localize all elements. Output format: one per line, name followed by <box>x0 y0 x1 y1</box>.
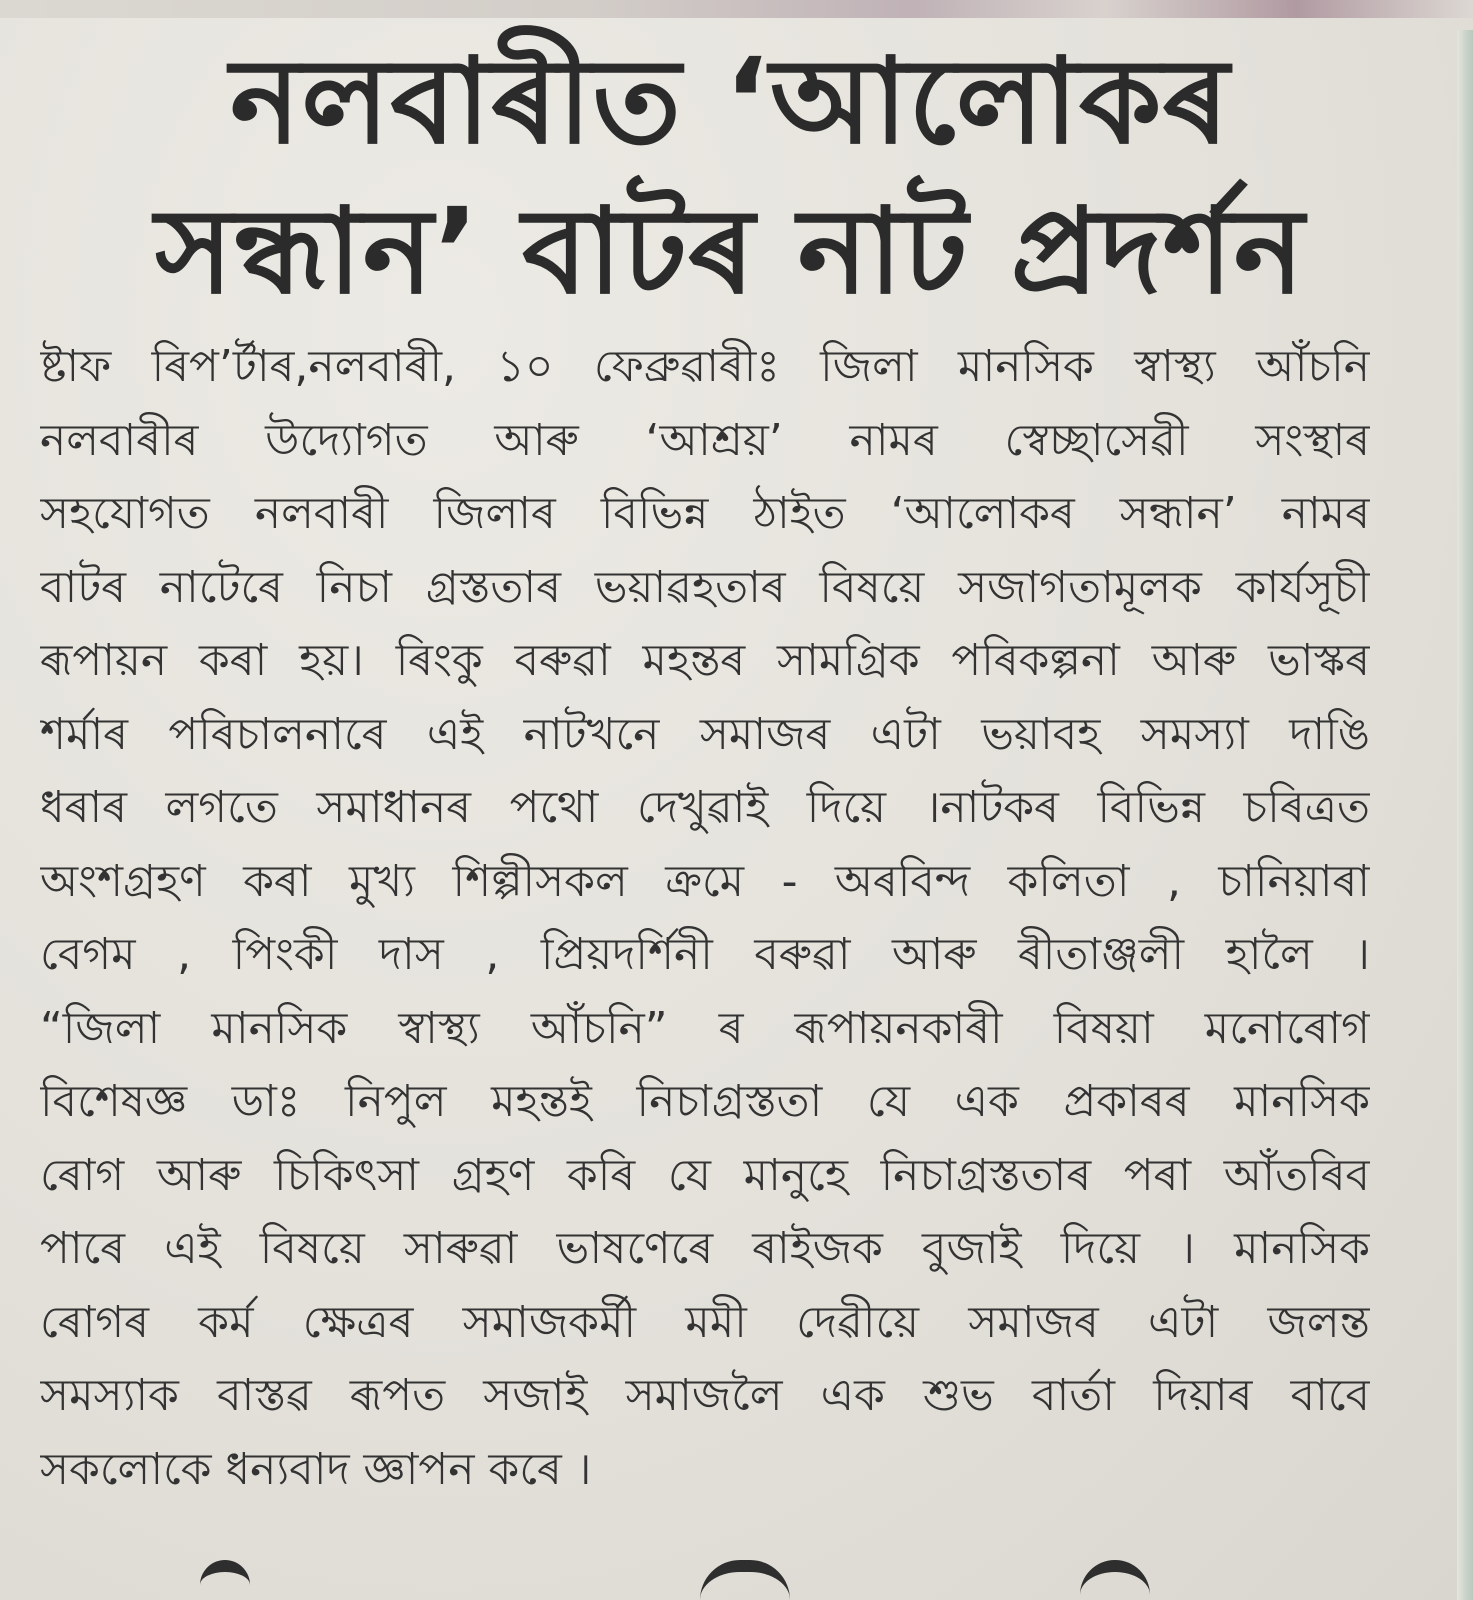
body-line: শৰ্মাৰ পৰিচালনাৰে এই নাটখনে সমাজৰ এটা ভয়াবহ সমস্যা দাঙি <box>40 708 1370 760</box>
body-line: সমস্যাক বাস্তৱ ৰূপত সজাই সমাজলৈ এক শুভ বাৰ্তা দিয়াৰ বাবে <box>40 1370 1370 1421</box>
fragment-stroke <box>1080 1560 1150 1600</box>
body-line: ধৰাৰ লগতে সমাধানৰ পথো দেখুৱাই দিয়ে ।নাটকৰ বিভিন্ন চৰিত্ৰত <box>40 782 1370 833</box>
fragment-stroke <box>700 1560 790 1600</box>
body-line: ৰোগৰ কৰ্ম ক্ষেত্ৰৰ সমাজকৰ্মী মমী দেৱীয়ে সমাজৰ এটা জলন্ত <box>40 1296 1370 1348</box>
body-line: অংশগ্ৰহণ কৰা মুখ্য শিল্পীসকল ক্ৰমে - অৰবিন্দ কলিতা , চানিয়াৰা <box>40 855 1370 907</box>
article-body <box>40 330 1370 1506</box>
headline-line-2: সন্ধান’ বাটৰ নাট প্ৰদৰ্শন <box>154 182 1305 320</box>
body-line: নলবাৰীৰ উদ্যোগত আৰু ‘আশ্ৰয়’ নামৰ স্বেচ্ছাসেৱী সংস্থাৰ <box>40 414 1370 466</box>
body-line: সহযোগত নলবাৰী জিলাৰ বিভিন্ন ঠাইত ‘আলোকৰ সন্ধান’ নামৰ <box>40 488 1370 539</box>
body-line: “জিলা মানসিক স্বাস্থ্য আঁচনি” ৰ ৰূপায়নকাৰী বিষয়া মনোৰোগ <box>40 1002 1370 1054</box>
body-line: ৰূপায়ন কৰা হয়। ৰিংকু বৰুৱা মহন্তৰ সামগ্ৰিক পৰিকল্পনা আৰু ভাস্কৰ <box>40 635 1370 686</box>
body-line: ষ্টাফ ৰিপ’ৰ্টাৰ,নলবাৰী, ১০ ফেব্ৰুৱাৰীঃ জিলা মানসিক স্বাস্থ্য আঁচনি <box>40 341 1370 392</box>
body-line-last: সকলোকে ধন্যবাদ জ্ঞাপন কৰে । <box>40 1443 592 1495</box>
next-headline-fragment <box>180 1540 1280 1600</box>
body-line: বিশেষজ্ঞ ডাঃ নিপুল মহন্তই নিচাগ্ৰস্ততা যে এক প্ৰকাৰৰ মানসিক <box>40 1076 1370 1127</box>
body-line: বাটৰ নাটেৰে নিচা গ্ৰস্ততাৰ ভয়াৱহতাৰ বিষয়ে সজাগতামূলক কাৰ্যসূচী <box>40 561 1370 613</box>
body-line: বেগম , পিংকী দাস , প্ৰিয়দৰ্শিনী বৰুৱা আৰু ৰীতাঞ্জলী হালৈ । <box>40 929 1370 980</box>
body-line: পাৰে এই বিষয়ে সাৰুৱা ভাষণেৰে ৰাইজক বুজাই দিয়ে । মানসিক <box>40 1223 1370 1274</box>
fragment-stroke <box>200 1560 250 1600</box>
adjacent-photo-edge <box>0 0 1473 18</box>
page-edge <box>1457 30 1473 1600</box>
body-line: ৰোগ আৰু চিকিৎসা গ্ৰহণ কৰি যে মানুহে নিচাগ্ৰস্ততাৰ পৰা আঁতৰিব <box>40 1149 1370 1201</box>
article-headline <box>60 26 1400 326</box>
headline-line-1: নলবাৰীত ‘আলোকৰ <box>229 32 1231 170</box>
